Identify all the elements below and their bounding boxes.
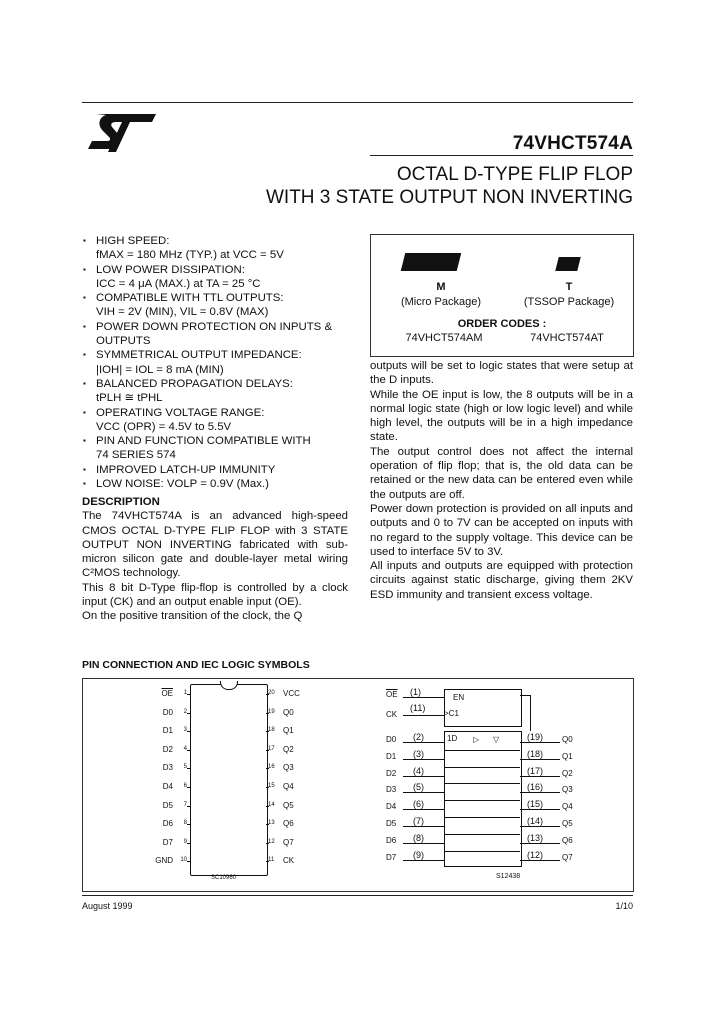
feature-item: [82, 320, 348, 349]
iec-output-name: Q7: [562, 852, 573, 862]
iec-input-line: [403, 742, 444, 743]
dip-pin-number-left: 2: [183, 708, 187, 715]
m-package-letter: M: [436, 281, 446, 293]
iec-input-name: D7: [386, 852, 397, 862]
dip-package-outline: [190, 684, 268, 876]
dip-pin-stub: [266, 750, 269, 751]
feature-item: [82, 263, 348, 292]
st-logo-icon: [82, 110, 158, 156]
dip-pin-number-left: 4: [183, 745, 187, 752]
feature-item: [82, 348, 348, 377]
dip-code: SC10960: [211, 875, 237, 881]
oe-line: [403, 697, 444, 698]
iec-oe-label: [386, 690, 398, 699]
order-code-m: 74VHCT574AM: [405, 332, 483, 344]
description-para-3: On the positive transition of the clock, the Q: [82, 610, 303, 623]
dip-pin-name-right: Q1: [283, 726, 294, 736]
dip-pin-number-left: 8: [183, 820, 187, 827]
iec-input-name: D0: [386, 735, 397, 744]
dip-pin-number-right: 19: [268, 708, 275, 715]
dip-pin-name-right: Q5: [283, 800, 294, 810]
iec-input-name: D5: [386, 819, 397, 828]
feature-detail: 74 SERIES 574: [96, 449, 176, 462]
feature-main: IMPROVED LATCH-UP IMMUNITY: [96, 463, 276, 476]
right-para-oe: While the OE input is low, the 8 outputs will be in a normal logic state (high or low logic level) and while high level, the outputs will be in a high impedance state.: [370, 388, 633, 444]
dip-pin-stub: [266, 694, 269, 695]
iec-output-pin: (14): [527, 816, 544, 826]
dip-pin-stub: [266, 806, 269, 807]
dip-pin-number-left: 3: [183, 727, 187, 734]
iec-output-name: Q3: [562, 785, 573, 795]
subtitle-line-1: OCTAL D-TYPE FLIP FLOP: [396, 164, 633, 185]
dip-pin-stub: [187, 694, 190, 695]
dip-pin-stub: [266, 731, 269, 732]
iec-input-name: D3: [386, 785, 397, 795]
feature-main: LOW POWER DISSIPATION:: [96, 263, 245, 276]
right-para-output-control: The output control does not affect the internal operation of flip flop; that is, the old data can be retained or the new data can be entered even while the outputs are off.: [370, 445, 633, 501]
iec-output-pin: (19): [527, 732, 544, 742]
iec-output-line: [520, 742, 560, 743]
dip-pin-stub: [266, 824, 269, 825]
dip-pin-number-right: 12: [268, 838, 275, 845]
m-package-name: (Micro Package): [400, 296, 482, 308]
iec-input-pin: (8): [413, 832, 424, 843]
dip-pin-number-left: 5: [183, 764, 187, 771]
dip-pin-name-right: Q4: [283, 782, 294, 791]
dip-pin-number-right: 17: [268, 745, 275, 752]
dip-pin-stub: [187, 787, 190, 788]
iec-input-pin: (5): [413, 782, 424, 793]
iec-oe-name: $\overline{OE}$: [386, 690, 398, 699]
dip-pin-stub: [266, 713, 269, 714]
iec-output-line: [520, 860, 560, 861]
dip-pin-name-left: D0: [162, 707, 173, 717]
iec-output-pin: (15): [527, 799, 544, 810]
feature-main: LOW NOISE: VOLP = 0.9V (Max.): [96, 478, 269, 491]
dip-pin-stub: [266, 861, 269, 862]
iec-input-line: [403, 792, 444, 793]
package-box: [370, 234, 634, 357]
footer-page: 1/10: [615, 901, 633, 911]
feature-item: [82, 377, 348, 406]
en-line: [520, 695, 530, 696]
iec-row-divider: [444, 783, 520, 784]
feature-detail: fMAX = 180 MHz (TYP.) at VCC = 5V: [96, 249, 284, 262]
dip-pin-name-right: Q7: [283, 837, 294, 847]
description-heading: DESCRIPTION: [82, 496, 160, 508]
dip-pin-name-right: CK: [283, 856, 295, 866]
footer-date: August 1999: [82, 901, 133, 911]
feature-detail: VCC (OPR) = 4.5V to 5.5V: [96, 420, 232, 433]
iec-code: S12438: [496, 873, 521, 880]
iec-output-name: Q6: [562, 835, 573, 845]
order-codes-heading: ORDER CODES :: [457, 318, 547, 330]
dip-pin-stub: [187, 824, 190, 825]
title-rule: [370, 155, 633, 156]
dip-pin-name-right: Q3: [283, 763, 294, 773]
iec-output-name: Q2: [562, 768, 573, 778]
feature-list: [82, 234, 348, 491]
feature-main: SYMMETRICAL OUTPUT IMPEDANCE:: [96, 349, 302, 362]
dip-pin-number-right: 16: [268, 764, 275, 771]
dip-pin-stub: [187, 713, 190, 714]
dip-pin-name-left: D3: [162, 763, 173, 773]
dip-pin-name-right: Q0: [283, 707, 294, 717]
dip-pin-stub: [187, 843, 190, 844]
iec-row-divider: [444, 800, 520, 801]
dip-pin-stub: [266, 843, 269, 844]
buffer-triangle-icon: ▷: [473, 735, 480, 744]
dip-pin-number-right: 18: [268, 727, 275, 734]
iec-output-pin: (16): [527, 782, 544, 793]
order-code-t: 74VHCT574AT: [530, 332, 604, 344]
dip-pin-name-right: Q2: [283, 744, 294, 754]
feature-item: [82, 434, 348, 463]
dip-pin-name-right: Q6: [283, 819, 294, 829]
dip-pin-number-right: 13: [268, 820, 275, 827]
iec-register-block: [444, 731, 522, 867]
iec-ck-pin: (11): [410, 703, 426, 713]
iec-input-line: [403, 826, 444, 827]
tristate-icon: ▽: [493, 735, 500, 744]
feature-item: [82, 463, 348, 477]
iec-output-name: Q4: [562, 802, 573, 812]
right-column-text: [370, 359, 633, 602]
iec-row-divider: [444, 851, 520, 852]
dip-pin-stub: [187, 861, 190, 862]
iec-input-name: D2: [386, 768, 397, 778]
iec-input-name: D6: [386, 835, 397, 845]
iec-1d-label: 1D: [447, 734, 458, 743]
dip-pin-number-right: 14: [268, 801, 275, 808]
features-column: [82, 234, 348, 491]
dip-pin-stub: [187, 731, 190, 732]
iec-input-name: D4: [386, 802, 397, 812]
dip-pin-number-right: 15: [268, 783, 275, 789]
top-rule: [82, 102, 633, 103]
t-package-name: (TSSOP Package): [523, 296, 615, 308]
dip-pin-number-left: 9: [183, 838, 187, 845]
iec-output-pin: (18): [527, 748, 544, 759]
soic-package-icon: [401, 253, 461, 271]
iec-row-divider: [444, 750, 520, 751]
description-para-2: This 8 bit D-Type flip-flop is controlled by a clock input (CK) and an output enable input (OE).: [82, 581, 348, 609]
iec-ck-label: CK: [386, 710, 398, 719]
dip-pin-name-left: GND: [155, 856, 173, 866]
dip-pin-stub: [187, 750, 190, 751]
iec-row-divider: [444, 767, 520, 768]
dip-pin-stub: [266, 768, 269, 769]
dip-pin-number-left: 7: [183, 801, 187, 808]
feature-main: POWER DOWN PROTECTION ON INPUTS &: [96, 320, 333, 333]
iec-output-name: Q1: [562, 751, 573, 761]
iec-input-pin: (4): [413, 765, 424, 776]
feature-item: [82, 291, 348, 320]
feature-detail: |IOH| = IOL = 8 mA (MIN): [96, 363, 224, 376]
feature-main: BALANCED PROPAGATION DELAYS:: [96, 377, 293, 390]
t-package-letter: T: [565, 281, 573, 293]
iec-output-line: [520, 826, 560, 827]
feature-detail: VIH = 2V (MIN), VIL = 0.8V (MAX): [96, 306, 269, 319]
iec-input-pin: (9): [413, 849, 424, 860]
iec-input-line: [403, 776, 444, 777]
iec-c1-label: >C1: [444, 709, 459, 718]
dip-pin-name-left: D1: [162, 726, 173, 736]
dip-pin-number-left: 1: [183, 690, 187, 696]
iec-output-line: [520, 809, 560, 810]
iec-input-line: [403, 860, 444, 861]
iec-input-name: D1: [386, 751, 397, 761]
dip-pin-name-left: D7: [162, 837, 173, 847]
iec-output-line: [520, 776, 560, 777]
description-section: [82, 495, 348, 624]
feature-main: COMPATIBLE WITH TTL OUTPUTS:: [96, 292, 284, 305]
feature-detail: ICC = 4 μA (MAX.) at TA = 25 °C: [96, 277, 261, 290]
right-para-continued: outputs will be set to logic states that were setup at the D inputs.: [370, 360, 633, 387]
bottom-rule: [82, 895, 633, 896]
feature-item: [82, 477, 348, 491]
feature-main: OPERATING VOLTAGE RANGE:: [96, 406, 265, 419]
figure-box: [82, 678, 634, 892]
right-para-power-down: Power down protection is provided on all inputs and outputs and 0 to 7V can be accepted on inputs with no regard to the supply voltage. This device can be used to interface 5V to 3V.: [370, 502, 633, 558]
feature-item: [82, 234, 348, 263]
dip-pin-number-left: 10: [180, 857, 187, 864]
iec-c1-text: C1: [448, 709, 459, 718]
feature-detail: tPLH ≅ tPHL: [96, 392, 163, 405]
part-number: 74VHCT574A: [512, 133, 633, 154]
iec-input-pin: (7): [413, 816, 424, 826]
dip-pin-stub: [187, 768, 190, 769]
dip-pin-name-left: $\overline{OE}$: [161, 689, 173, 698]
dip-pin-name-left: D4: [162, 782, 173, 791]
iec-input-pin: (6): [413, 799, 424, 810]
iec-output-pin: (17): [527, 765, 544, 776]
subtitle-line-2: WITH 3 STATE OUTPUT NON INVERTING: [265, 187, 633, 208]
feature-main: PIN AND FUNCTION COMPATIBLE WITH: [96, 435, 311, 448]
iec-input-pin: (2): [413, 732, 424, 742]
dip-pin-stub: [187, 806, 190, 807]
iec-output-name: Q0: [562, 735, 573, 744]
ck-line: [403, 715, 444, 716]
feature-detail: OUTPUTS: [96, 335, 151, 348]
feature-item: [82, 406, 348, 435]
dip-pin-name-left: D2: [162, 744, 173, 754]
feature-main: HIGH SPEED:: [96, 235, 170, 247]
iec-row-divider: [444, 817, 520, 818]
right-para-esd: All inputs and outputs are equipped with protection circuits against static discharge, giving them 2KV ESD immunity and transient excess voltage.: [370, 560, 633, 601]
iec-en-label: EN: [453, 693, 465, 702]
iec-input-line: [403, 759, 444, 760]
dip-pin-name-right: VCC: [283, 689, 300, 698]
tssop-package-icon: [555, 257, 580, 271]
iec-output-line: [520, 792, 560, 793]
iec-input-pin: (3): [413, 748, 424, 759]
iec-output-line: [520, 759, 560, 760]
iec-output-line: [520, 843, 560, 844]
dip-pin-stub: [266, 787, 269, 788]
dip-pin-number-right: 20: [268, 690, 275, 696]
dip-pin-number-left: 6: [183, 783, 187, 789]
iec-oe-pin: (1): [410, 687, 421, 697]
iec-input-line: [403, 843, 444, 844]
iec-output-name: Q5: [562, 819, 573, 828]
dip-pin-name-left: D5: [162, 800, 173, 810]
figure-heading: PIN CONNECTION AND IEC LOGIC SYMBOLS: [82, 659, 310, 671]
description-para-1: The 74VHCT574A is an advanced high-speed CMOS OCTAL D-TYPE FLIP FLOP with 3 STATE OUTPUT NON INVERTING fabricated with sub-micron silicon gate and double-layer metal wiring C²MOS technology.: [82, 510, 348, 580]
dip-pin-name-left: D6: [162, 819, 173, 829]
en-connector: [530, 695, 531, 731]
iec-output-pin: (12): [527, 849, 544, 860]
iec-row-divider: [444, 834, 520, 835]
dip-pin-number-right: 11: [268, 857, 275, 864]
iec-input-line: [403, 809, 444, 810]
iec-output-pin: (13): [527, 832, 544, 843]
